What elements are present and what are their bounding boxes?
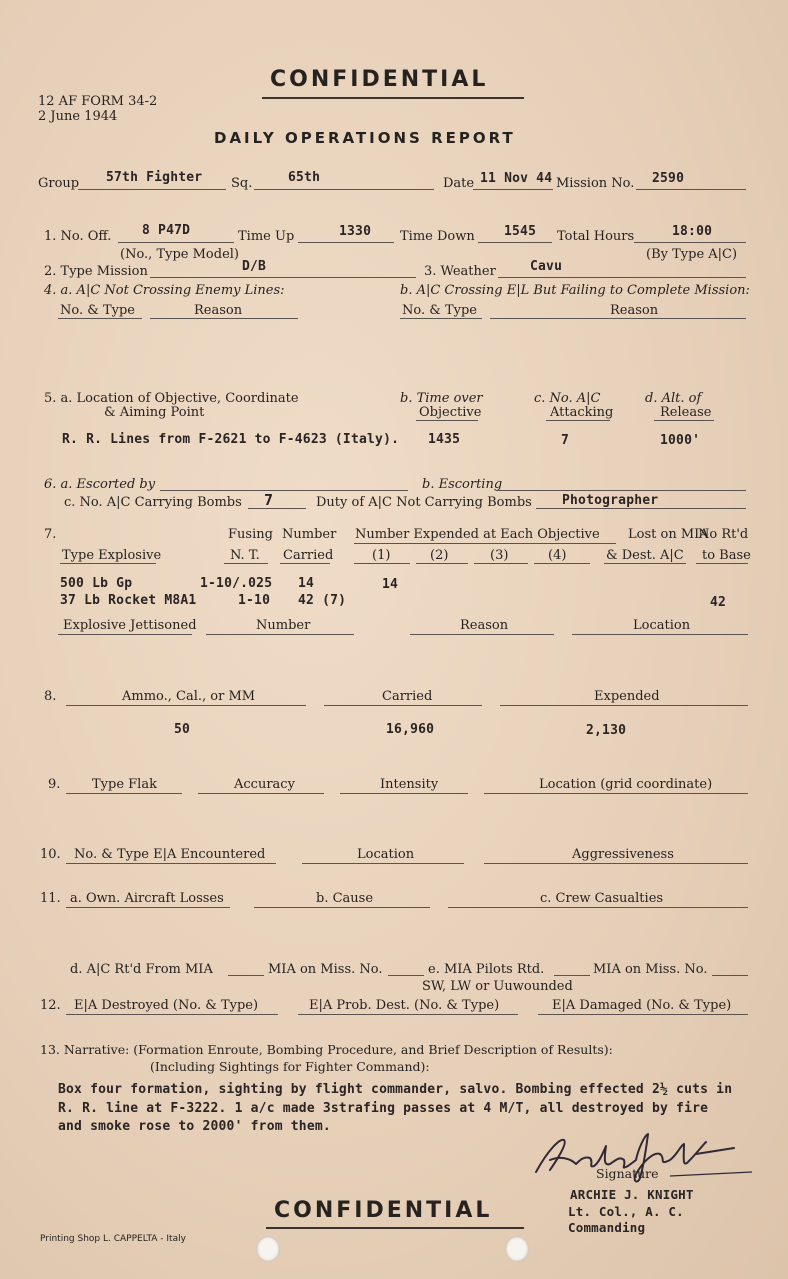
signer-name: ARCHIE J. KNIGHT	[570, 1187, 694, 1202]
mission-value: 2590	[652, 171, 685, 186]
to-base-line	[696, 563, 748, 564]
ea-prob-dest-label: E|A Prob. Dest. (No. & Type)	[309, 998, 500, 1013]
explosive-row-2-fusing: 1-10	[238, 593, 271, 608]
item12-number: 12.	[40, 998, 61, 1013]
time-up-label: Time Up	[238, 229, 295, 244]
ea-aggressiveness-line	[484, 863, 748, 864]
expended-header-line	[354, 543, 616, 544]
jettisoned-label: Explosive Jettisoned	[63, 618, 197, 633]
no-off-value: 8 P47D	[142, 223, 191, 238]
item4-a-no-type: No. & Type	[60, 303, 135, 318]
item4-a-reason-line	[150, 318, 298, 319]
duty-value: Photographer	[562, 493, 659, 508]
item4-a-reason: Reason	[194, 303, 243, 318]
rtd-mia-miss-line	[388, 975, 424, 976]
signature-label: Signature	[596, 1166, 659, 1181]
weather-line	[498, 277, 746, 278]
ea-damaged-label: E|A Damaged (No. & Type)	[552, 998, 732, 1013]
lost-mia-header: Lost on MIA	[628, 527, 709, 542]
date-value: 11 Nov 44	[480, 171, 553, 186]
carried-header: Carried	[283, 548, 334, 563]
time-up-line	[298, 242, 394, 243]
confidential-top: CONFIDENTIAL	[270, 67, 489, 92]
weather-value: Cavu	[530, 259, 563, 274]
item4-a-label: 4. a. A|C Not Crossing Enemy Lines:	[44, 283, 285, 298]
ammo-carried-line	[324, 705, 482, 706]
mission-label: Mission No.	[556, 176, 635, 191]
to-base-header: to Base	[702, 548, 751, 563]
explosive-row-1-carried: 14	[298, 576, 315, 591]
item11-number: 11.	[40, 891, 61, 906]
time-down-label: Time Down	[400, 229, 475, 244]
item5-b-label2: Objective	[419, 405, 482, 420]
narrative-sub: (Including Sightings for Fighter Command):	[150, 1059, 430, 1074]
explosive-row-2-not-returned: 42	[710, 595, 727, 610]
objective-1-line	[354, 563, 410, 564]
date-line	[473, 189, 553, 190]
total-hours-sub: (By Type A|C)	[646, 247, 738, 262]
objective-2-line	[416, 563, 468, 564]
ammo-carried-label: Carried	[382, 689, 433, 704]
objective-1-header: (1)	[372, 548, 391, 563]
type-explosive-header: Type Explosive	[62, 548, 162, 563]
explosive-row-1-expended: 14	[382, 577, 399, 592]
nt-line	[224, 563, 268, 564]
escorted-by-line	[160, 490, 408, 491]
form-number: 12 AF FORM 34-2	[38, 94, 158, 109]
confidential-bottom-underline	[266, 1227, 524, 1229]
own-losses-line	[66, 907, 230, 908]
objective-4-line	[534, 563, 590, 564]
rtd-from-mia-line	[228, 975, 264, 976]
item8-number: 8.	[44, 689, 57, 704]
ea-encountered-line	[66, 863, 276, 864]
item5-c-label2: Attacking	[550, 405, 614, 420]
report-title: DAILY OPERATIONS REPORT	[214, 129, 516, 147]
punch-hole-left	[256, 1236, 280, 1262]
explosive-row-1-fusing: 1-10/.025	[200, 576, 273, 591]
flak-location-line	[484, 793, 748, 794]
jettisoned-number-line	[206, 634, 354, 635]
item4-b-label: b. A|C Crossing E|L But Failing to Complete Mission:	[400, 283, 750, 298]
duty-line	[536, 508, 746, 509]
rtd-mia-miss-label: MIA on Miss. No.	[268, 962, 383, 977]
losses-cause-line	[254, 907, 430, 908]
crew-casualties-line	[448, 907, 748, 908]
objective-4-header: (4)	[548, 548, 567, 563]
ammo-expended-label: Expended	[594, 689, 660, 704]
item5-c-line	[546, 420, 610, 421]
flak-accuracy-line	[198, 793, 324, 794]
duty-label: Duty of A|C Not Carrying Bombs	[316, 495, 532, 510]
rtd-from-mia-label: d. A|C Rt'd From MIA	[70, 962, 213, 977]
mia-pilots-line	[554, 975, 590, 976]
crew-casualties-label: c. Crew Casualties	[540, 891, 664, 906]
mia-pilots-label: e. MIA Pilots Rtd.	[428, 962, 545, 977]
jettisoned-reason-line	[410, 634, 554, 635]
expended-header: Number Expended at Each Objective	[355, 527, 600, 542]
ea-location-label: Location	[357, 847, 415, 862]
explosive-row-1-type: 500 Lb Gp	[60, 576, 133, 591]
total-hours-value: 18:00	[672, 224, 713, 239]
date-label: Date	[443, 176, 475, 191]
carrying-bombs-label: c. No. A|C Carrying Bombs	[64, 495, 242, 510]
item5-b-line	[416, 420, 478, 421]
jettisoned-line	[58, 634, 192, 635]
item4-b-no-type: No. & Type	[402, 303, 477, 318]
total-hours-line	[634, 242, 746, 243]
jettisoned-location-label: Location	[633, 618, 691, 633]
ea-prob-dest-line	[298, 1014, 518, 1015]
weather-label: 3. Weather	[424, 264, 496, 279]
jettisoned-number-label: Number	[256, 618, 311, 633]
attacking-value: 7	[561, 433, 570, 448]
nt-header: N. T.	[230, 548, 260, 563]
explosive-row-2-carried: 42 (7)	[298, 593, 347, 608]
ammo-label: Ammo., Cal., or MM	[122, 689, 256, 704]
pilots-mia-miss-line	[712, 975, 748, 976]
fusing-header: Fusing	[228, 527, 273, 542]
item10-number: 10.	[40, 847, 61, 862]
item7-number: 7.	[44, 527, 57, 542]
no-rtd-header: No Rt'd	[698, 527, 749, 542]
signer-role: Commanding	[568, 1220, 646, 1235]
group-line	[78, 189, 226, 190]
sq-label: Sq.	[231, 176, 253, 191]
ea-encountered-label: No. & Type E|A Encountered	[74, 847, 266, 862]
objective-3-header: (3)	[490, 548, 509, 563]
group-label: Group	[38, 176, 80, 191]
own-losses-label: a. Own. Aircraft Losses	[70, 891, 224, 906]
item4-b-reason-line	[490, 318, 746, 319]
carried-line	[280, 563, 330, 564]
item5-b-label1: b. Time over	[400, 391, 483, 406]
flak-type-line	[66, 793, 182, 794]
item5-a-label2: & Aiming Point	[104, 405, 205, 420]
ammo-line	[66, 705, 306, 706]
narrative-label: 13. Narrative: (Formation Enroute, Bombing Procedure, and Brief Description of Results):	[40, 1042, 613, 1057]
carrying-bombs-value: 7	[264, 491, 274, 509]
ea-damaged-line	[538, 1014, 748, 1015]
time-up-value: 1330	[339, 224, 372, 239]
ea-destroyed-line	[66, 1014, 278, 1015]
flak-accuracy-label: Accuracy	[234, 777, 295, 792]
objective-location: R. R. Lines from F-2621 to F-4623 (Italy).	[62, 432, 400, 447]
ea-destroyed-label: E|A Destroyed (No. & Type)	[74, 998, 259, 1013]
narrative-line-3: and smoke rose to 2000' from them.	[58, 1119, 331, 1134]
type-mission-label: 2. Type Mission	[44, 264, 148, 279]
item5-d-label2: Release	[660, 405, 712, 420]
signer-rank: Lt. Col., A. C.	[568, 1204, 684, 1219]
group-value: 57th Fighter	[106, 170, 203, 185]
narrative-line-1: Box four formation, sighting by flight commander, salvo. Bombing effected 2½ cuts in	[58, 1082, 733, 1097]
type-mission-line	[150, 277, 416, 278]
ammo-expended-value: 2,130	[586, 723, 627, 738]
no-off-label: 1. No. Off.	[44, 229, 112, 244]
punch-hole-right	[505, 1236, 529, 1262]
dest-ac-header: & Dest. A|C	[606, 548, 684, 563]
ammo-value: 50	[174, 722, 191, 737]
item9-number: 9.	[48, 777, 61, 792]
item4-b-reason: Reason	[610, 303, 659, 318]
item4-a-no-type-line	[58, 318, 142, 319]
no-off-sub: (No., Type Model)	[120, 247, 239, 262]
item5-c-label1: c. No. A|C	[534, 391, 601, 406]
form-date: 2 June 1944	[38, 109, 118, 124]
ea-location-line	[302, 863, 464, 864]
item4-b-no-type-line	[400, 318, 482, 319]
time-down-value: 1545	[504, 224, 537, 239]
printer-credit: Printing Shop L. CAPPELTA - Italy	[40, 1234, 186, 1244]
objective-2-header: (2)	[430, 548, 449, 563]
flak-intensity-label: Intensity	[380, 777, 439, 792]
escorting-line	[496, 490, 746, 491]
flak-intensity-line	[340, 793, 468, 794]
objective-3-line	[474, 563, 528, 564]
type-explosive-line	[60, 563, 156, 564]
escorted-by-label: 6. a. Escorted by	[44, 477, 156, 492]
flak-type-label: Type Flak	[92, 777, 157, 792]
item5-d-label1: d. Alt. of	[645, 391, 702, 406]
jettisoned-location-line	[572, 634, 748, 635]
confidential-bottom: CONFIDENTIAL	[274, 1198, 493, 1223]
escorting-label: b. Escorting	[422, 477, 503, 492]
wounded-label: SW, LW or Uuwounded	[422, 979, 573, 994]
time-down-line	[478, 242, 552, 243]
type-mission-value: D/B	[242, 259, 267, 274]
confidential-underline	[262, 97, 524, 99]
number-header: Number	[282, 527, 337, 542]
item5-a-label1: 5. a. Location of Objective, Coordinate	[44, 391, 299, 406]
narrative-line-2: R. R. line at F-3222. 1 a/c made 3strafing passes at 4 M/T, all destroyed by fire	[58, 1101, 709, 1116]
ammo-carried-value: 16,960	[386, 722, 435, 737]
ea-aggressiveness-label: Aggressiveness	[572, 847, 674, 862]
jettisoned-reason-label: Reason	[460, 618, 509, 633]
item5-d-line	[654, 420, 714, 421]
sq-value: 65th	[288, 170, 321, 185]
pilots-mia-miss-label: MIA on Miss. No.	[593, 962, 708, 977]
dest-ac-line	[604, 563, 686, 564]
altitude-value: 1000'	[660, 433, 701, 448]
ammo-expended-line	[500, 705, 748, 706]
losses-cause-label: b. Cause	[316, 891, 374, 906]
explosive-row-2-type: 37 Lb Rocket M8A1	[60, 593, 197, 608]
sq-line	[254, 189, 434, 190]
no-off-line	[118, 242, 234, 243]
total-hours-label: Total Hours	[557, 229, 635, 244]
time-over-value: 1435	[428, 432, 461, 447]
mission-line	[636, 189, 746, 190]
carrying-bombs-line	[248, 508, 306, 509]
flak-location-label: Location (grid coordinate)	[539, 777, 713, 792]
